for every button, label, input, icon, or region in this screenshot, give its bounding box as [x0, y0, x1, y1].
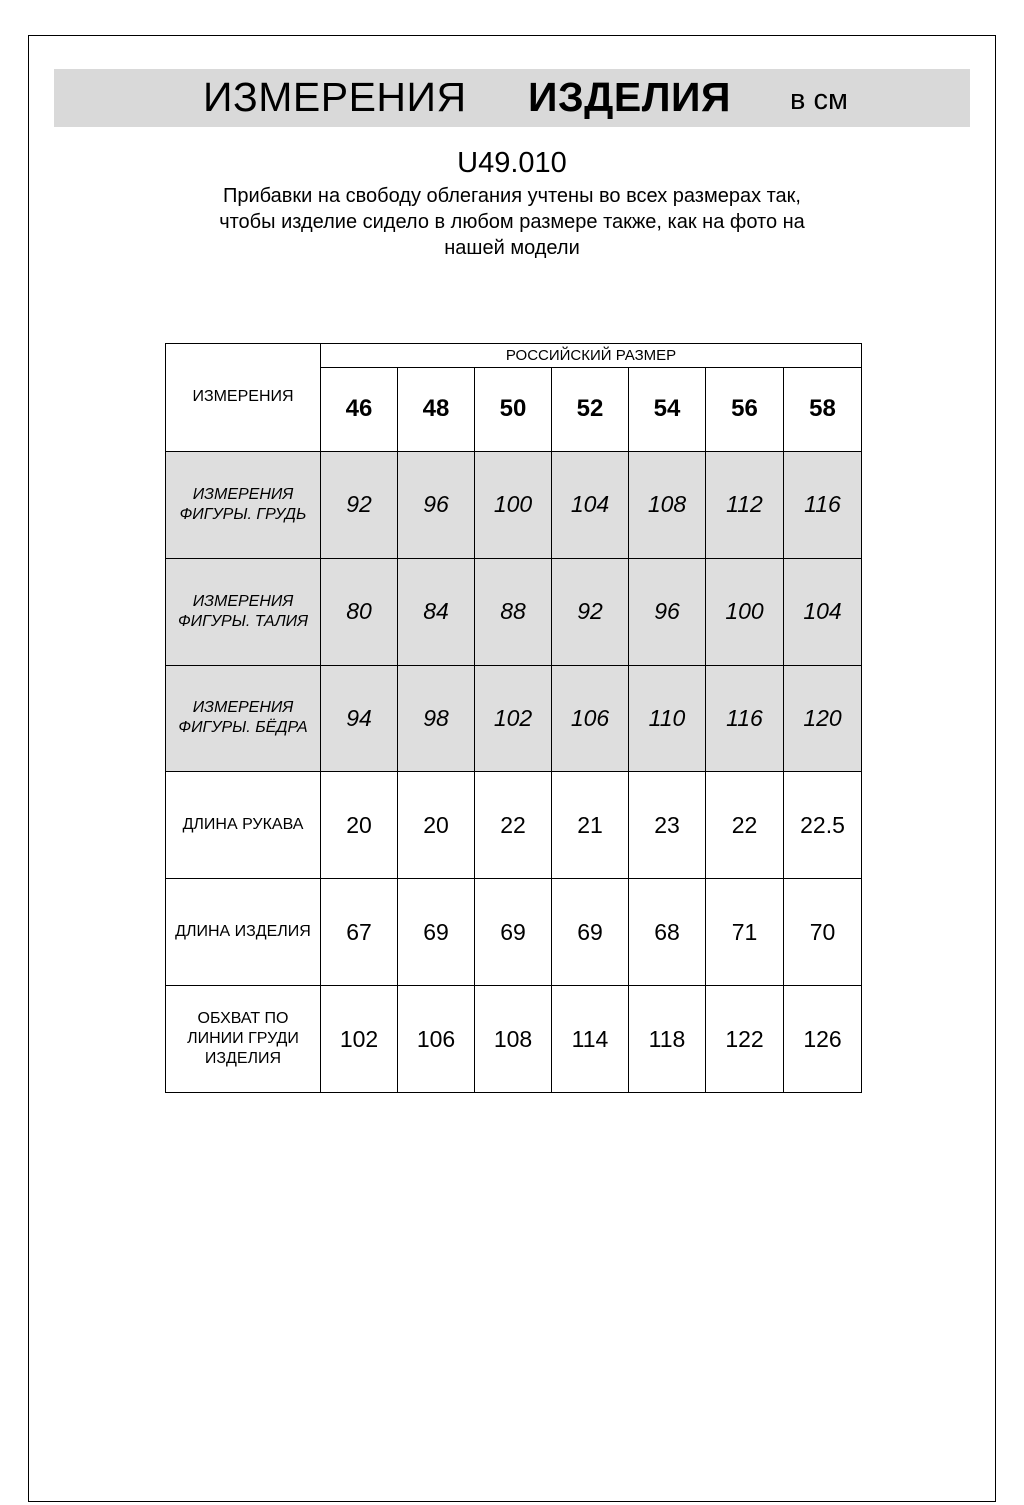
value-cell: 20 [398, 772, 475, 879]
value-cell: 110 [629, 665, 706, 772]
row-label-line: ФИГУРЫ. БЁДРА [178, 719, 308, 737]
row-label [166, 772, 321, 879]
row-label-line: ФИГУРЫ. ГРУДЬ [179, 505, 307, 523]
row-label-line: ЛИНИИ ГРУДИ [187, 1030, 299, 1048]
value-cell: 22 [706, 772, 784, 879]
row-label-line: ФИГУРЫ. ТАЛИЯ [177, 612, 309, 630]
value-cell: 96 [398, 451, 475, 558]
size-header-cell: 54 [629, 367, 706, 451]
title-measurements: ИЗМЕРЕНИЯ [203, 74, 467, 120]
value-cell: 67 [321, 879, 398, 986]
row-label [166, 879, 321, 986]
value-cell: 21 [552, 772, 629, 879]
fit-note-line: нашей модели [444, 237, 580, 259]
value-cell: 112 [706, 451, 784, 558]
value-cell: 94 [321, 665, 398, 772]
size-header-cell: 58 [784, 367, 862, 451]
row-label-line: ИЗМЕРЕНИЯ [192, 592, 294, 610]
size-group-header: РОССИЙСКИЙ РАЗМЕР [321, 344, 862, 368]
size-header-cell: 56 [706, 367, 784, 451]
value-cell: 100 [706, 558, 784, 665]
size-header-cell: 48 [398, 367, 475, 451]
measurement-row [166, 451, 862, 558]
row-label-line: ДЛИНА РУКАВА [182, 816, 304, 834]
row-label [166, 558, 321, 665]
measurement-row [166, 772, 862, 879]
size-header-cell: 52 [552, 367, 629, 451]
value-cell: 71 [706, 879, 784, 986]
value-cell: 22 [475, 772, 552, 879]
measurement-row [166, 665, 862, 772]
value-cell: 116 [784, 451, 862, 558]
row-label-line: ИЗМЕРЕНИЯ [192, 485, 294, 503]
article-number: U49.010 [457, 147, 567, 179]
value-cell: 92 [552, 558, 629, 665]
value-cell: 104 [552, 451, 629, 558]
row-label [166, 986, 321, 1093]
value-cell: 88 [475, 558, 552, 665]
value-cell: 126 [784, 986, 862, 1093]
value-cell: 80 [321, 558, 398, 665]
value-cell: 122 [706, 986, 784, 1093]
corner-label: ИЗМЕРЕНИЯ [166, 344, 321, 452]
value-cell: 100 [475, 451, 552, 558]
value-cell: 69 [398, 879, 475, 986]
value-cell: 108 [475, 986, 552, 1093]
value-cell: 69 [475, 879, 552, 986]
fit-note-line: Прибавки на свободу облегания учтены во всех размерах так, [223, 185, 801, 207]
fit-note-line: чтобы изделие сидело в любом размере также, как на фото на [219, 211, 805, 233]
value-cell: 96 [629, 558, 706, 665]
measurement-row [166, 879, 862, 986]
value-cell: 23 [629, 772, 706, 879]
value-cell: 22.5 [784, 772, 862, 879]
title-product: ИЗДЕЛИЯ [528, 74, 731, 120]
row-label-line: ДЛИНА ИЗДЕЛИЯ [175, 923, 311, 941]
value-cell: 106 [398, 986, 475, 1093]
value-cell: 84 [398, 558, 475, 665]
measurement-row [166, 986, 862, 1093]
value-cell: 120 [784, 665, 862, 772]
value-cell: 70 [784, 879, 862, 986]
size-header-cell: 50 [475, 367, 552, 451]
row-label [166, 665, 321, 772]
value-cell: 116 [706, 665, 784, 772]
value-cell: 98 [398, 665, 475, 772]
value-cell: 69 [552, 879, 629, 986]
row-label-line: ИЗМЕРЕНИЯ [192, 699, 294, 717]
value-cell: 104 [784, 558, 862, 665]
size-table [165, 343, 862, 1093]
row-label-line: ОБХВАТ ПО [197, 1010, 289, 1028]
fit-note [160, 183, 864, 261]
value-cell: 20 [321, 772, 398, 879]
row-label [166, 451, 321, 558]
value-cell: 102 [475, 665, 552, 772]
value-cell: 68 [629, 879, 706, 986]
title-unit: в см [790, 84, 848, 116]
value-cell: 108 [629, 451, 706, 558]
value-cell: 92 [321, 451, 398, 558]
size-header-cell: 46 [321, 367, 398, 451]
value-cell: 106 [552, 665, 629, 772]
value-cell: 118 [629, 986, 706, 1093]
measurement-row [166, 558, 862, 665]
value-cell: 102 [321, 986, 398, 1093]
row-label-line: ИЗДЕЛИЯ [204, 1050, 282, 1068]
value-cell: 114 [552, 986, 629, 1093]
